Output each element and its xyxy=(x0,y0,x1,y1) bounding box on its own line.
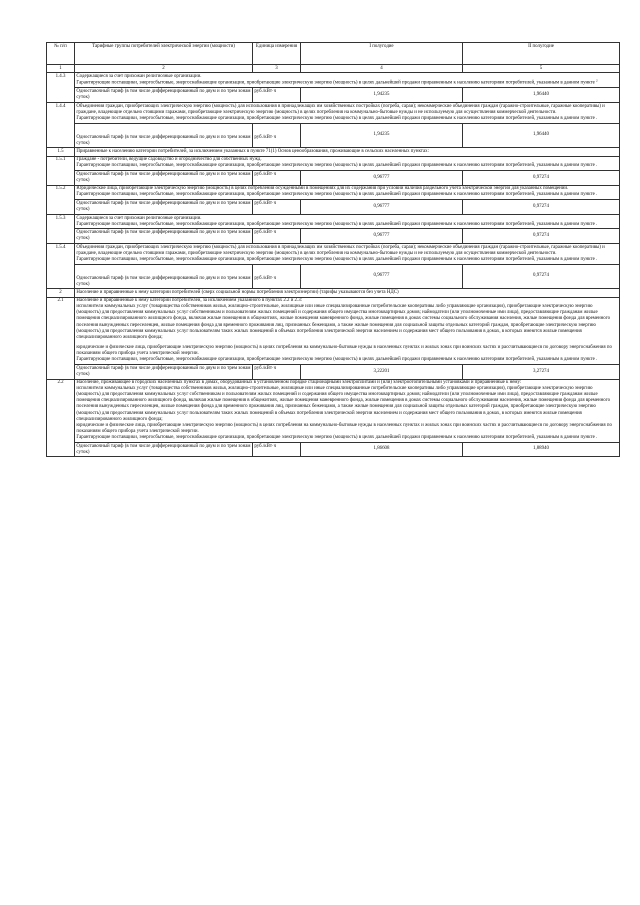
row-suffix: . xyxy=(594,192,598,198)
tariff-value-first-half: 1,94235 xyxy=(301,123,463,148)
row-number: 1.5 xyxy=(47,148,75,156)
row-guarantee xyxy=(76,163,617,169)
header-row xyxy=(47,43,620,65)
tariff-value-first-half: 0,96777 xyxy=(301,200,463,215)
header-group: Тарифные группы потребителей электрической энергии (мощности) xyxy=(75,43,253,65)
tariff-label xyxy=(75,364,253,379)
row-description xyxy=(75,244,620,264)
row-suffix: . xyxy=(594,256,598,262)
tariff-value-second-half: 1,88940 xyxy=(463,442,620,457)
tariff-unit-text: руб./кВт·ч xyxy=(254,134,277,140)
tariff-row xyxy=(47,264,620,289)
tariff-unit xyxy=(253,229,301,244)
tariff-row xyxy=(47,200,620,215)
header-second-half: II полугодие xyxy=(463,43,620,65)
tariff-unit-text: руб./кВт·ч xyxy=(254,89,277,95)
row-number: 1.4.3 xyxy=(47,73,75,103)
tariff-label xyxy=(75,123,253,148)
tariff-label xyxy=(75,200,253,215)
row-guarantee xyxy=(76,357,617,363)
guarantee-text: Гарантирующие поставщики, энергосбытовые, энергоснабжающие организации, приобретающие электрическую энергию (мощность) в целях дальнейшей продажи приравненным к населению категориям потребителей, указанным в данном пункте xyxy=(76,115,595,121)
tariff-label-text: Одноставочный тариф (в том числе дифференцированный по двум и по трем зонам суток) xyxy=(76,365,251,377)
row-suffix: . xyxy=(594,434,598,440)
column-number: 2 xyxy=(75,65,253,73)
tariff-value-first-half: 0,96777 xyxy=(301,170,463,185)
column-number: 5 xyxy=(463,65,620,73)
tariff-row xyxy=(47,123,620,148)
row-extra: юридические и физические лица, приобретающие электрическую энергию (мощность) в целях потребления на коммунально-бытовые нужды в населенных пунктах и жилых зонах при воинских частях и рассчитывающиеся по договору энергоснабжения по показаниям общего прибора учета электрической энергии. xyxy=(76,344,612,356)
category-row xyxy=(47,244,620,264)
tariff-value-second-half: 0,97274 xyxy=(463,229,620,244)
row-body: исполнители коммунальных услуг (товарищества собственников жилья, жилищно-строительные, жилищные или иные специализированные потребительские кооперативы либо управляющие организации), приобретающие электрическую энергию (мощность) для предоставления коммунальных услуг собственникам и пользователям жилых помещений и содержания общего имущества многоквартирных домов; наймодатели (или уполномоченные ими лица), предоставляющие гражданам жилые помещения специализированного жилищного фонда, включая жилые помещения в общежитиях, жилые помещения маневренного фонда, жилые помещения в домах системы социального обслуживания населения, жилые помещения фонда для временного поселения вынужденных переселенцев, жилые помещения фонда для временного проживания лиц, признанных беженцами, а также жилые помещения для социальной защиты отдельных категорий граждан, приобретающие электрическую энергию (мощность) для предоставления коммунальных услуг пользователям таких жилых помещений в объемах потребления электрической энергии населением и содержания мест общего пользования в домах, в которых имеются жилые помещения специализированного жилищного фонда; xyxy=(76,304,611,340)
tariff-label-text: Одноставочный тариф (в том числе дифференцированный по двум и по трем зонам суток) xyxy=(76,89,251,101)
row-number: 2 xyxy=(47,289,75,297)
header-first-half: I полугодие xyxy=(301,43,463,65)
category-row xyxy=(47,73,620,88)
category-row xyxy=(47,379,620,442)
category-row xyxy=(47,185,620,199)
guarantee-text: Гарантирующие поставщики, энергосбытовые, энергоснабжающие организации, приобретающие электрическую энергию (мощность) в целях дальнейшей продажи приравненным к населению категориям потребителей, указанным в данном пункте xyxy=(76,256,595,262)
tariff-label-text: Одноставочный тариф (в том числе дифференцированный по двум и по трем зонам суток) xyxy=(76,275,251,287)
row-suffix: . xyxy=(594,221,598,227)
tariff-value-first-half: 1,94235 xyxy=(301,88,463,103)
tariff-unit xyxy=(253,88,301,103)
section-row xyxy=(47,289,620,297)
row-description xyxy=(75,73,620,88)
tariff-label-text: Одноставочный тариф (в том числе дифференцированный по двум и по трем зонам суток) xyxy=(76,171,251,184)
row-body: исполнители коммунальных услуг (товарищества собственников жилья, жилищно-строительные, жилищные или иные специализированные потребительские кооперативы либо управляющие организации), приобретающие электрическую энергию (мощность) для предоставления коммунальных услуг собственникам и пользователям жилых помещений и содержания общего имущества многоквартирных домов; наймодатели (или уполномоченные ими лица), предоставляющие гражданам жилые помещения специализированного жилищного фонда, включая жилые помещения в общежитиях, жилые помещения маневренного фонда, жилые помещения в домах системы социального обслуживания населения, жилые помещения фонда для временного поселения вынужденных переселенцев, жилые помещения фонда для временного проживания лиц, признанных беженцами, а также жилые помещения для социальной защиты отдельных категорий граждан, приобретающие электрическую энергию (мощность) для предоставления коммунальных услуг пользователям таких жилых помещений в объемах потребления электрической энергии населением и содержания мест общего пользования в домах, в которых имеются жилые помещения специализированного жилищного фонда; xyxy=(76,386,611,422)
tariff-unit-text: руб./кВт·ч xyxy=(254,365,277,371)
row-description xyxy=(75,289,620,297)
row-suffix: . xyxy=(594,163,598,169)
row-guarantee xyxy=(76,222,617,228)
row-number: 2.2 xyxy=(47,379,75,457)
tariff-unit-text: руб./кВт·ч xyxy=(254,443,277,449)
row-guarantee xyxy=(76,435,617,441)
tariff-row xyxy=(47,364,620,379)
category-row xyxy=(47,297,620,364)
tariff-label xyxy=(75,88,253,103)
row-guarantee xyxy=(76,257,617,263)
tariff-table xyxy=(46,42,620,457)
column-number-row xyxy=(47,65,620,73)
tariff-value-second-half: 1,96440 xyxy=(463,88,620,103)
column-number: 1 xyxy=(47,65,75,73)
row-intro: Граждане - потребители, ведущие садоводство и огородничество для собственных нужд. xyxy=(76,157,262,163)
row-number: 1.4.4 xyxy=(47,103,75,148)
category-row xyxy=(47,214,620,228)
tariff-unit-text: руб./кВт·ч xyxy=(254,171,277,177)
row-suffix: . xyxy=(594,357,598,363)
row-suffix: . xyxy=(594,115,598,121)
guarantee-text: Гарантирующие поставщики, энергосбытовые, энергоснабжающие организации, приобретающие электрическую энергию (мощность) в целях дальнейшей продажи приравненным к населению категориям потребителей, указанным в данном пункте xyxy=(76,434,595,440)
tariff-unit xyxy=(253,442,301,457)
row-intro: Объединения граждан, приобретающих электрическую энергию (мощность) для использования в принадлежащих им хозяйственных постройках (погреба, сараи); некоммерческие объединения граждан (гаражно-строительные, гаражные кооперативы) и граждане, владеющие отдельно стоящими гаражами, приобретающие электрическую энергию (мощность) в целях потребления на коммунально-бытовые нужды и не используемую для осуществления коммерческой деятельности. xyxy=(76,244,605,256)
guarantee-text: Гарантирующие поставщики, энергосбытовые, энергоснабжающие организации, приобретающие электрическую энергию (мощность) в целях дальнейшей продажи приравненным к населению категориям потребителей, указанным в данном пункте xyxy=(76,80,595,86)
tariff-value-second-half: 3,27274 xyxy=(463,364,620,379)
tariff-label xyxy=(75,264,253,289)
row-description xyxy=(75,214,620,228)
row-number: 1.5.3 xyxy=(47,214,75,243)
tariff-label-text: Одноставочный тариф (в том числе дифференцированный по двум и по трем зонам суток) xyxy=(76,134,251,146)
row-intro: Юридические лица, приобретающие электрическую энергию (мощность) в целях потребления осужденными в помещениях для их содержания при условии наличия раздельного учета электрической энергии для указанных помещений. xyxy=(76,186,569,192)
tariff-row xyxy=(47,442,620,457)
row-description xyxy=(75,156,620,170)
tariff-value-first-half: 1,86608 xyxy=(301,442,463,457)
row-number: 2.1 xyxy=(47,297,75,379)
row-intro: Содержащиеся за счет прихожан религиозные организации. xyxy=(76,73,202,79)
header-num: № п/п xyxy=(47,43,75,65)
tariff-unit-text: руб./кВт·ч xyxy=(254,201,277,207)
row-intro: Приравненные к населению категории потребителей, за исключением указанных в пункте 71(1) Основ ценообразования, проживающие в сельских населенных пунктах: xyxy=(76,148,429,154)
row-guarantee xyxy=(76,116,617,122)
column-number: 4 xyxy=(301,65,463,73)
row-description xyxy=(75,297,620,364)
row-intro: Объединения граждан, приобретающих электрическую энергию (мощность) для использования в принадлежащих им хозяйственных постройках (погреба, сараи); некоммерческие объединения граждан (гаражно-строительные, гаражные кооперативы) и граждане, владеющие отдельно стоящими гаражами, приобретающие электрическую энергию (мощность) в целях потребления на коммунально-бытовые нужды и не используемую для осуществления коммерческой деятельности. xyxy=(76,103,605,115)
row-guarantee xyxy=(76,77,617,87)
row-number: 1.5.4 xyxy=(47,244,75,289)
guarantee-text: Гарантирующие поставщики, энергосбытовые, энергоснабжающие организации, приобретающие электрическую энергию (мощность) в целях дальнейшей продажи приравненным к населению категориям потребителей, указанным в данном пункте xyxy=(76,163,595,169)
tariff-label-text: Одноставочный тариф (в том числе дифференцированный по двум и по трем зонам суток) xyxy=(76,443,251,455)
row-extra: юридические и физические лица, приобретающие электрическую энергию (мощность) в целях потребления на коммунально-бытовые нужды в населенных пунктах и жилых зонах при воинских частях и рассчитывающиеся по договору энергоснабжения по показаниям общего прибора учета электрической энергии. xyxy=(76,422,612,434)
header-unit: Единица измерения xyxy=(253,43,301,65)
tariff-value-first-half: 3,22201 xyxy=(301,364,463,379)
section-row xyxy=(47,148,620,156)
row-description xyxy=(75,185,620,199)
tariff-row xyxy=(47,88,620,103)
tariff-row xyxy=(47,229,620,244)
tariff-value-second-half: 1,96440 xyxy=(463,123,620,148)
tariff-label-text: Одноставочный тариф (в том числе дифференцированный по двум и по трем зонам суток) xyxy=(76,230,251,242)
row-description xyxy=(75,379,620,442)
row-description xyxy=(75,103,620,123)
guarantee-text: Гарантирующие поставщики, энергосбытовые, энергоснабжающие организации, приобретающие электрическую энергию (мощность) в целях дальнейшей продажи приравненным к населению категориям потребителей, указанным в данном пункте xyxy=(76,221,595,227)
tariff-row xyxy=(47,170,620,185)
tariff-unit xyxy=(253,123,301,148)
guarantee-text: Гарантирующие поставщики, энергосбытовые, энергоснабжающие организации, приобретающие электрическую энергию (мощность) в целях дальнейшей продажи приравненным к населению категориям потребителей, указанным в данном пункте xyxy=(76,192,595,198)
tariff-value-first-half: 0,96777 xyxy=(301,229,463,244)
tariff-label xyxy=(75,442,253,457)
tariff-value-second-half: 0,97274 xyxy=(463,170,620,185)
tariff-unit xyxy=(253,264,301,289)
row-number: 1.5.1 xyxy=(47,156,75,185)
guarantee-text: Гарантирующие поставщики, энергосбытовые, энергоснабжающие организации, приобретающие электрическую энергию (мощность) в целях дальнейшей продажи приравненным к населению категориям потребителей, указанным в данном пункте xyxy=(76,357,595,363)
row-intro: Население и приравненные к нему категории потребителей (сверх социальной нормы потребления электроэнергии) (тарифы указываются без учета НДС) xyxy=(76,289,399,295)
row-suffix: 2 xyxy=(596,77,598,82)
column-number: 3 xyxy=(253,65,301,73)
category-row xyxy=(47,103,620,123)
row-intro: Население и приравненные к нему категории потребителей, за исключением указанного в пунктах 2.2 и 2.3: xyxy=(76,298,303,304)
row-intro: Содержащиеся за счет прихожан религиозные организации. xyxy=(76,215,202,221)
tariff-value-first-half: 0,96777 xyxy=(301,264,463,289)
row-number: 1.5.2 xyxy=(47,185,75,214)
tariff-label xyxy=(75,229,253,244)
tariff-unit xyxy=(253,364,301,379)
category-row xyxy=(47,156,620,170)
tariff-unit xyxy=(253,200,301,215)
tariff-table-body xyxy=(47,43,620,457)
tariff-value-second-half: 0,97274 xyxy=(463,200,620,215)
tariff-label-text: Одноставочный тариф (в том числе дифференцированный по двум и по трем зонам суток) xyxy=(76,201,251,213)
row-guarantee xyxy=(76,192,617,198)
row-description xyxy=(75,148,620,156)
tariff-value-second-half: 0,97274 xyxy=(463,264,620,289)
tariff-label xyxy=(75,170,253,185)
tariff-unit-text: руб./кВт·ч xyxy=(254,230,277,236)
tariff-unit-text: руб./кВт·ч xyxy=(254,275,277,281)
tariff-unit xyxy=(253,170,301,185)
row-intro: Население, проживающее в городских населенных пунктах в домах, оборудованных в установленном порядке стационарными электроплитами и (или) электроотопительными установками и приравненные к нему: xyxy=(76,380,522,386)
